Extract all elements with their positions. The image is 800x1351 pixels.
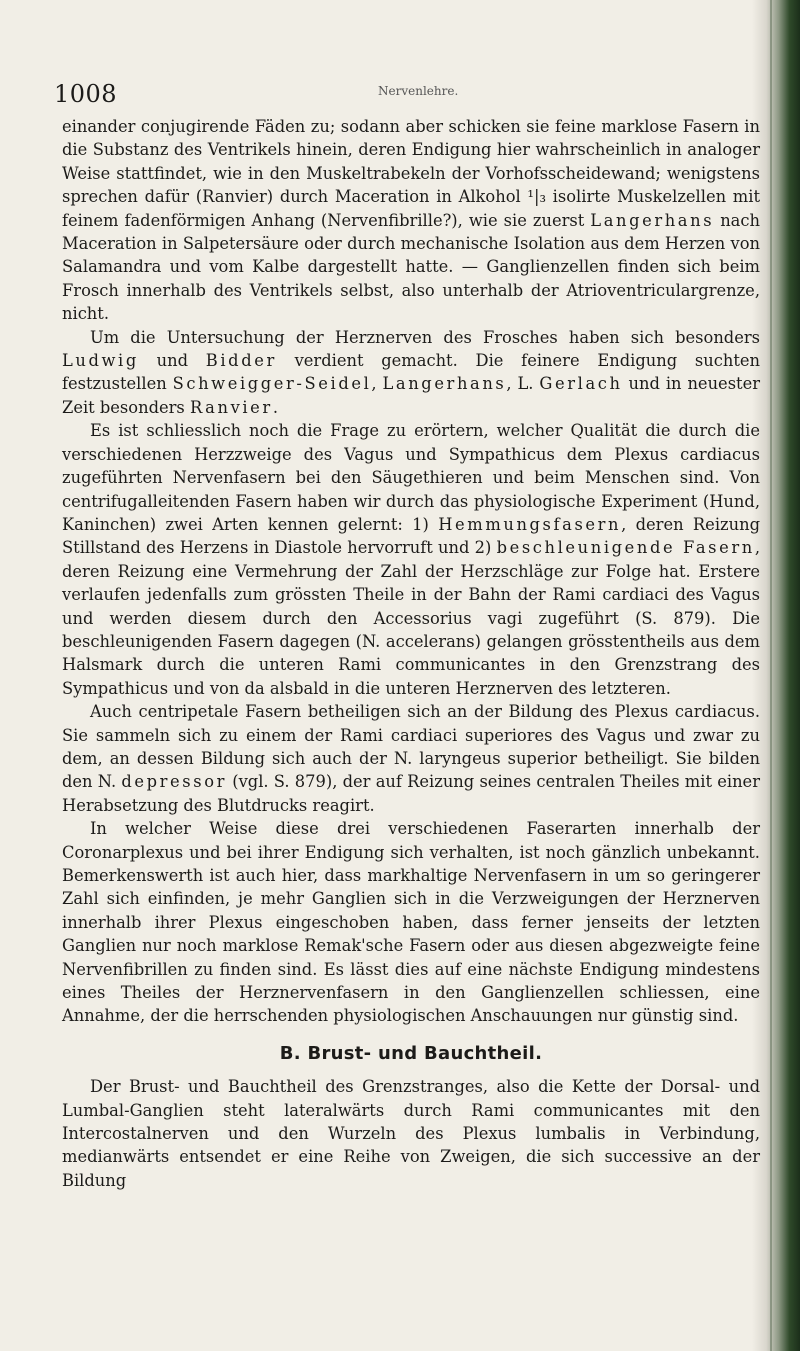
text-span: und in neuester Zeit besonders [62,374,761,417]
author-name: Schweigger-Seidel [172,374,372,394]
page-edge-line [770,0,772,1351]
author-name: Langerhans [382,374,507,394]
text-span: (vgl. S. 879), der auf Reizung seines centralen Theiles mit einer Herabsetzung des Blutdrucks reagirt. [62,772,760,815]
term-emphasis: Hemmungsfasern [438,514,622,534]
body-text [62,115,760,1192]
page-header [52,78,752,108]
paragraph-1 [62,115,760,326]
author-name: Langerhans [590,210,715,230]
text-span: , [371,374,383,394]
author-name: Bidder [205,351,277,371]
paragraph-6: Der Brust- und Bauchtheil des Grenzstranges, also die Kette der Dorsal- und Lumbal-Ganglien steht lateralwärts durch Rami communicantes mit den Intercostalnerven und den Wurzeln des Plexus lumbalis in Verbindung, medianwärts entsendet er eine Reihe von Zweigen, die sich successive an der Bildung [62,1077,760,1190]
text-span: und [138,351,206,371]
text-span: einander conjugirende Fäden zu; sodann aber schicken sie feine marklose Fasern in die Substanz des Ventrikels hinein, deren Endigung hier wahrscheinlich in analoger Weise stattfindet, wie in den Muskeltrabekeln der Vorhofsscheidewand; wenigstens sprechen dafür (Ranvier) durch Maceration in Alkohol ¹|₃ isolirte Muskelzellen mit feinem fadenförmigen Anhang (Nervenfibrille?), wie sie zuerst [62,117,760,230]
section-heading: B. Brust- und Bauchtheil. [279,1042,543,1064]
author-name: Ranvier [189,397,273,417]
paragraph-4 [62,700,760,817]
text-span: , deren Reizung eine Vermehrung der Zahl der Herzschläge zur Folge hat. Erstere verlaufen jedenfalls zum grössten Theile in der Bahn der Rami cardiaci des Vagus und werden diesem durch den Accessorius vagi zugeführt (S. 879). Die beschleunigenden Fasern dagegen (N. accelerans) gelangen grösstentheils aus dem Halsmark durch die unteren Rami communicantes in den Grenzstrang des Sympathicus und von da alsbald in die unteren Herznerven des letzteren. [62,538,761,698]
page-number: 1008 [54,80,118,108]
text-span: verdient gemacht. Die feinere Endigung suchten festzustellen [62,351,761,394]
author-name: Gerlach [539,374,623,394]
paragraph-3 [62,419,760,700]
term-emphasis: depressor [121,772,227,792]
text-span: Es ist schliesslich noch die Frage zu erörtern, welcher Qualität die durch die verschiedenen Herzzweige des Vagus und Sympathicus dem Plexus cardiacus zugeführten Nervenfasern bei den Säugethieren und beim Menschen sind. Von centrifugalleitenden Fasern haben wir durch das physiologische Experiment (Hund, Kaninchen) zwei Arten kennen gelernt: 1) [62,421,760,534]
text-span: , deren Reizung Stillstand des Herzens in Diastole hervorruft und 2) [62,514,761,558]
paragraph-5: In welcher Weise diese drei verschiedenen Faserarten innerhalb der Coronarplexus und bei ihrer Endigung sich verhalten, ist noch gänzlich unbekannt. Bemerkenswerth ist auch hier, dass markhaltige Nervenfasern in um so geringerer Zahl sich einfinden, je mehr Ganglien sich in die Verzweigungen der Herznerven innerhalb ihrer Plexus eingeschoben haben, dass ferner jenseits der letzten Ganglien nur noch marklose Remak'sche Fasern oder aus diesen abgezweigte feine Nervenfibrillen zu finden sind. Es lässt dies auf eine nächste Endigung mindestens eines Theiles der Herznervenfasern in den Ganglienzellen schliessen, eine Annahme, der die herrschenden physiologischen Anschauungen nur günstig sind. [62,819,760,1026]
text-span: nach Maceration in Salpetersäure oder durch mechanische Isolation aus dem Herzen von Salamandra und vom Kalbe dargestellt hatte. — Ganglienzellen finden sich beim Frosch innerhalb des Ventrikels selbst, also unterhalb der Atrioventriculargrenze, nicht. [62,210,760,324]
term-emphasis: beschleunigende Fasern [496,538,755,558]
running-head: Nervenlehre. [378,84,459,98]
text-span: Auch centripetale Fasern betheiligen sich an der Bildung des Plexus cardiacus. Sie sammeln sich zu einem der Rami cardiaci superiores des Vagus und zwar zu dem, an dessen Bildung sich auch der N. laryngeus superior betheiligt. Sie bilden den N. [62,702,760,792]
text-span: . [272,397,278,417]
paragraph-2 [62,326,760,420]
text-span: , L. [506,374,540,394]
text-span: Um die Untersuchung der Herznerven des Frosches haben sich besonders [90,327,760,347]
author-name: Ludwig [62,351,139,371]
